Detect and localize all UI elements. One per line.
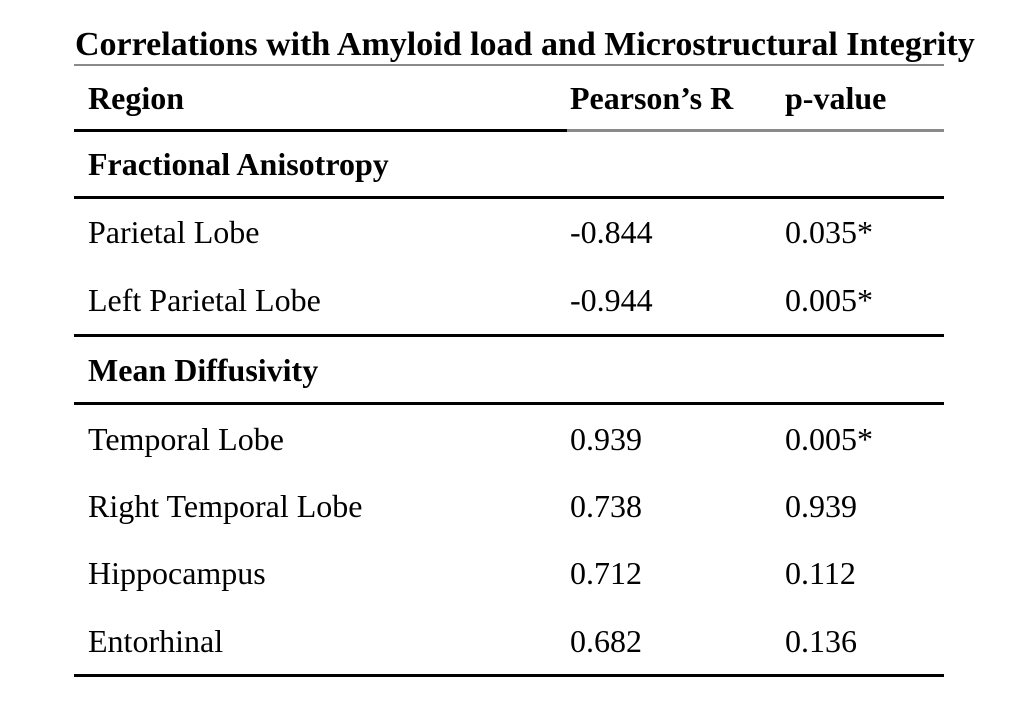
table-row — [74, 607, 944, 674]
table-row — [74, 199, 944, 265]
correlation-table — [74, 64, 944, 677]
region-cell: Parietal Lobe — [88, 214, 260, 250]
pearsons-r-cell: 0.712 — [570, 555, 642, 591]
pearsons-r-cell: -0.944 — [570, 281, 653, 318]
section-header-label: Fractional Anisotropy — [88, 146, 389, 182]
p-value-cell: 0.939 — [785, 487, 857, 524]
header-divider-gray-segment — [567, 129, 944, 132]
section-header-fractional-anisotropy — [74, 132, 944, 196]
pearsons-r-cell: 0.939 — [570, 420, 642, 457]
table-row — [74, 265, 944, 334]
region-cell: Left Parietal Lobe — [88, 281, 321, 318]
column-header-region: Region — [88, 79, 184, 116]
region-cell: Entorhinal — [88, 622, 224, 659]
section-header-mean-diffusivity — [74, 337, 944, 402]
p-value-cell: 0.035* — [785, 214, 873, 250]
header-divider-black-segment — [74, 129, 567, 132]
table-row — [74, 472, 944, 539]
p-value-cell: 0.112 — [785, 555, 856, 591]
region-cell: Hippocampus — [88, 555, 266, 591]
column-header-p-value: p-value — [785, 79, 887, 116]
p-value-cell: 0.005* — [785, 281, 873, 318]
table-row — [74, 405, 944, 472]
header-divider — [74, 129, 944, 132]
table-header-row — [74, 66, 944, 129]
table-title: Correlations with Amyloid load and Microstructural Integrity — [75, 26, 975, 63]
p-value-cell: 0.136 — [785, 622, 857, 659]
region-cell: Temporal Lobe — [88, 420, 284, 457]
region-cell: Right Temporal Lobe — [88, 487, 363, 524]
pearsons-r-cell: 0.738 — [570, 487, 642, 524]
table-row — [74, 539, 944, 607]
pearsons-r-cell: 0.682 — [570, 622, 642, 659]
table-bottom-border — [74, 674, 944, 677]
p-value-cell: 0.005* — [785, 420, 873, 457]
section-header-label: Mean Diffusivity — [88, 351, 319, 388]
pearsons-r-cell: -0.844 — [570, 214, 653, 250]
column-header-pearsons-r: Pearson’s R — [570, 79, 734, 116]
